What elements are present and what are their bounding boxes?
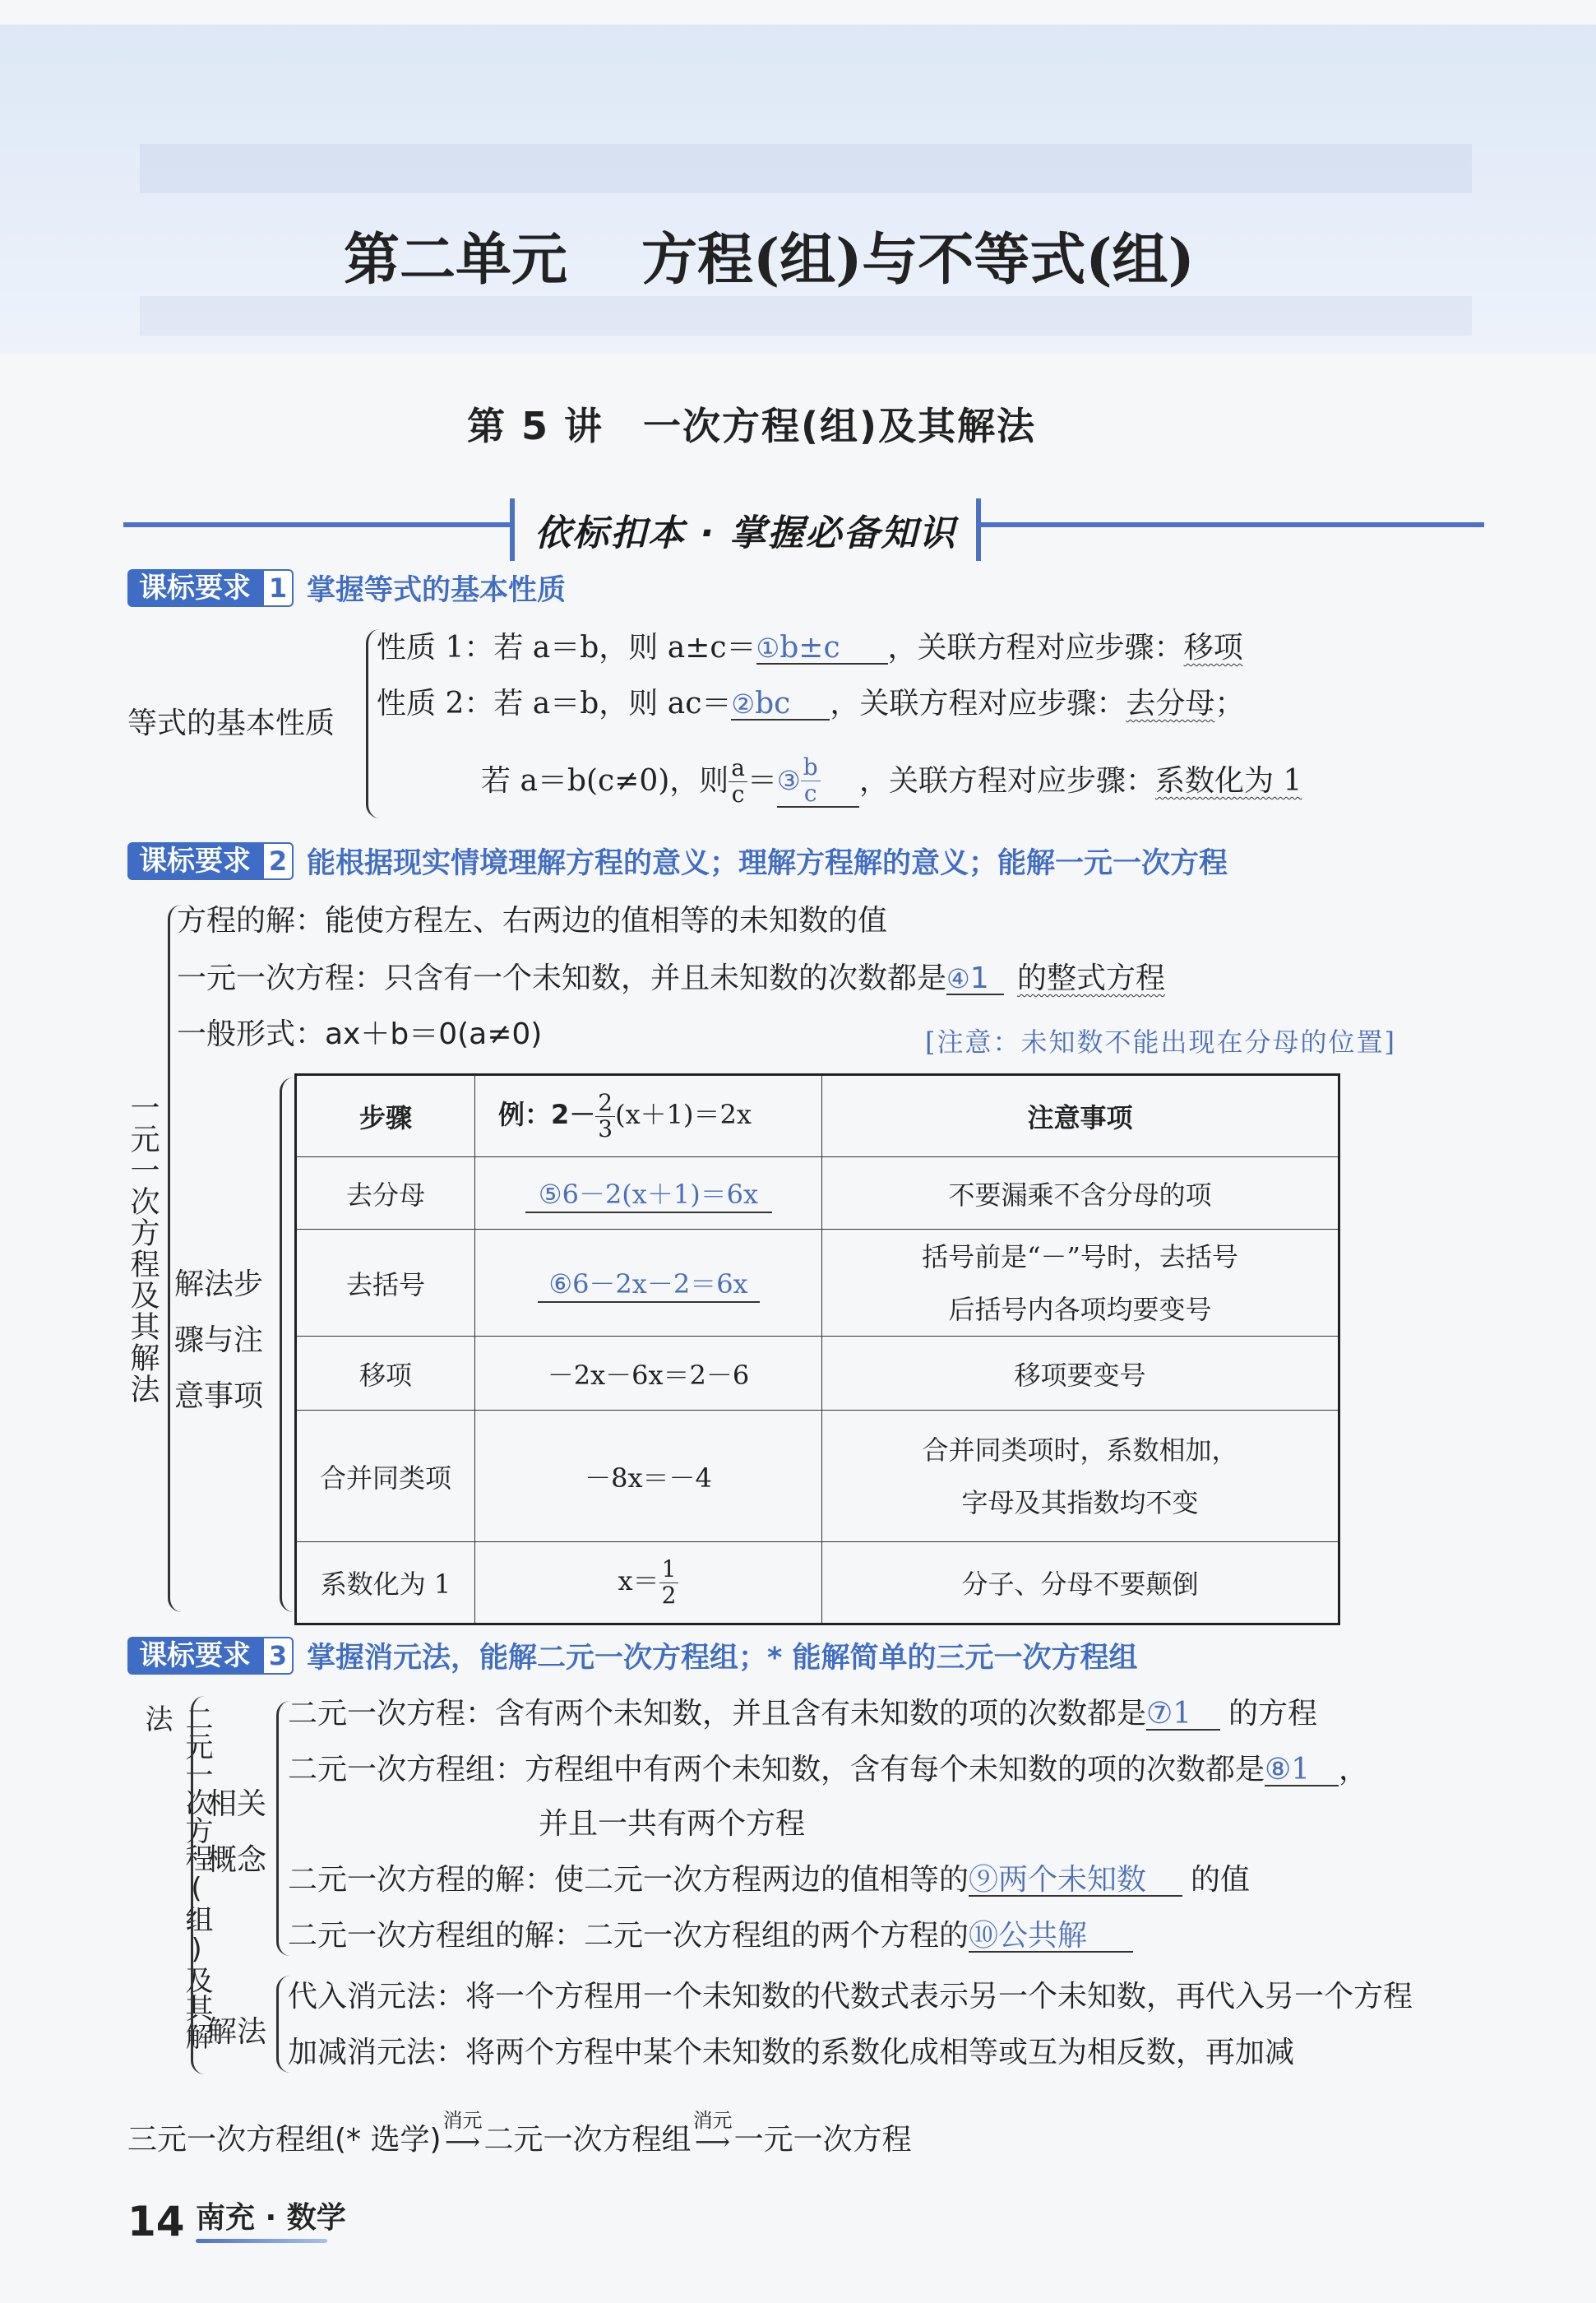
method-substitution: 代入消元法：将一个方程用一个未知数的代数式表示另一个未知数，再代入另一个方程 bbox=[288, 1980, 1413, 2013]
steps-label: 解法步骤与注意事项 bbox=[174, 1267, 264, 1413]
lecture-title: 第 5 讲 一次方程(组)及其解法 bbox=[467, 404, 1037, 448]
row-step: 合并同类项 bbox=[296, 1411, 475, 1542]
table-row bbox=[296, 1230, 1339, 1337]
requirement-3 bbox=[127, 1635, 1138, 1676]
concepts-label: 相关概念 bbox=[207, 1787, 267, 1877]
requirement-1 bbox=[127, 568, 566, 609]
row-example: x＝ $\frac{1}{2}$ bbox=[475, 1542, 822, 1624]
props-label: 等式的基本性质 bbox=[127, 707, 335, 740]
requirement-number: 2 bbox=[262, 842, 294, 880]
banner-decoration bbox=[140, 296, 1472, 336]
binary-side-label: 二元一次方程(组)及其解法 bbox=[140, 1704, 213, 2050]
linear-definition: 一元一次方程：只含有一个未知数，并且未知数的次数都是④1 的整式方程 bbox=[177, 962, 1166, 995]
requirement-number: 1 bbox=[262, 569, 294, 607]
requirement-text: 掌握消元法，能解二元一次方程组；* 能解简单的三元一次方程组 bbox=[307, 1642, 1138, 1675]
property-1: 性质 1：若 a＝b，则 a±c＝①b±c ，关联方程对应步骤：移项 bbox=[377, 631, 1243, 665]
solution-definition: 方程的解：能使方程左、右两边的值相等的未知数的值 bbox=[177, 904, 888, 938]
table-row bbox=[296, 1337, 1339, 1411]
requirement-number: 3 bbox=[262, 1637, 294, 1675]
requirement-text: 掌握等式的基本性质 bbox=[307, 574, 567, 607]
methods-label: 解法 bbox=[207, 2015, 267, 2049]
concept-4: 二元一次方程组的解：二元一次方程组的两个方程的⑩公共解 bbox=[288, 1921, 1133, 1953]
row-example: ⑤6－2(x＋1)＝6x bbox=[475, 1157, 822, 1230]
note-annotation: [注意：未知数不能出现在分母的位置] bbox=[925, 1026, 1396, 1058]
requirement-tag: 课标要求 bbox=[127, 569, 262, 607]
concept-3: 二元一次方程的解：使二元一次方程两边的值相等的⑨两个未知数 的值 bbox=[288, 1863, 1251, 1897]
unit-title-left: 第二单元 bbox=[344, 227, 568, 293]
table-header-step: 步骤 bbox=[296, 1075, 475, 1157]
concept-2-line2: 并且一共有两个方程 bbox=[539, 1807, 806, 1841]
table-row bbox=[296, 1542, 1339, 1624]
row-example: －2x－6x＝2－6 bbox=[475, 1337, 822, 1411]
method-elimination: 加减消元法：将两个方程中某个未知数的系数化成相等或互为相反数，再加减 bbox=[288, 2036, 1295, 2069]
page-number: 14 bbox=[127, 2198, 185, 2245]
row-step: 去括号 bbox=[296, 1230, 475, 1337]
table-row bbox=[296, 1157, 1339, 1230]
brace bbox=[191, 1696, 205, 2074]
row-step: 移项 bbox=[296, 1337, 475, 1411]
right-arrow-icon: ⟶ bbox=[445, 2128, 481, 2157]
row-note: 移项要变号 bbox=[822, 1337, 1339, 1411]
row-step: 系数化为 1 bbox=[296, 1542, 475, 1624]
table-header-note: 注意事项 bbox=[822, 1075, 1339, 1157]
requirement-2 bbox=[127, 841, 1228, 882]
solution-steps-table bbox=[294, 1073, 1340, 1625]
row-step: 去分母 bbox=[296, 1157, 475, 1230]
row-note: 不要漏乘不含分母的项 bbox=[822, 1157, 1339, 1230]
row-note: 合并同类项时，系数相加， 字母及其指数均不变 bbox=[822, 1411, 1339, 1542]
footer-text: 南充 · 数学 bbox=[196, 2201, 346, 2235]
footer-underline bbox=[196, 2239, 327, 2243]
row-example: －8x＝－4 bbox=[475, 1411, 822, 1542]
arrow: 消元 ⟶ bbox=[442, 2109, 483, 2157]
requirement-tag: 课标要求 bbox=[127, 842, 262, 880]
general-form: 一般形式：ax＋b＝0(a≠0) bbox=[177, 1017, 543, 1051]
table-row bbox=[296, 1411, 1339, 1542]
table-header-row bbox=[296, 1075, 1339, 1157]
row-example: ⑥6－2x－2＝6x bbox=[475, 1230, 822, 1337]
concept-1: 二元一次方程：含有两个未知数，并且含有未知数的项的次数都是⑦1 的方程 bbox=[288, 1697, 1318, 1731]
property-2: 性质 2：若 a＝b，则 ac＝②bc ，关联方程对应步骤：去分母； bbox=[377, 687, 1245, 721]
row-note: 括号前是“－”号时，去括号 后括号内各项均要变号 bbox=[822, 1230, 1339, 1337]
fraction: $\frac{b}{c}$ bbox=[801, 755, 821, 807]
requirement-text: 能根据现实情境理解方程的意义；理解方程解的意义；能解一元一次方程 bbox=[307, 847, 1228, 880]
requirement-tag: 课标要求 bbox=[127, 1637, 262, 1675]
banner-decoration bbox=[140, 144, 1472, 193]
section-banner: 依标扣本 · 掌握必备知识 bbox=[510, 498, 981, 561]
ternary-flow: 三元一次方程组(* 选学) 消元 ⟶ 二元一次方程组 消元 ⟶ 一元一次方程 bbox=[127, 2109, 912, 2157]
unit-title-right: 方程(组)与不等式(组) bbox=[641, 227, 1195, 293]
fraction: $\frac{2}{3}$ bbox=[595, 1091, 615, 1142]
linear-side-label: 一元一次方程及其解法 bbox=[126, 1092, 160, 1405]
concept-2: 二元一次方程组：方程组中有两个未知数，含有每个未知数的项的次数都是⑧1 ， bbox=[288, 1753, 1369, 1786]
unit-title bbox=[344, 215, 1195, 295]
brace bbox=[280, 1077, 294, 1612]
table-header-example: 例：2－ $\frac{2}{3}$ (x＋1)＝2x bbox=[475, 1075, 822, 1157]
fraction: $\frac{a}{c}$ bbox=[729, 756, 747, 808]
right-arrow-icon: ⟶ bbox=[695, 2128, 731, 2157]
row-note: 分子、分母不要颠倒 bbox=[822, 1542, 1339, 1624]
property-3: 若 a＝b(c≠0)，则 $\frac{a}{c}$ ＝ ③ $\frac{b}{c}$ ，关联方程对应步骤： 系数化为 1 bbox=[481, 753, 1302, 808]
fraction: $\frac{1}{2}$ bbox=[659, 1557, 679, 1609]
brace bbox=[276, 1701, 290, 1956]
arrow: 消元 ⟶ bbox=[692, 2109, 733, 2157]
